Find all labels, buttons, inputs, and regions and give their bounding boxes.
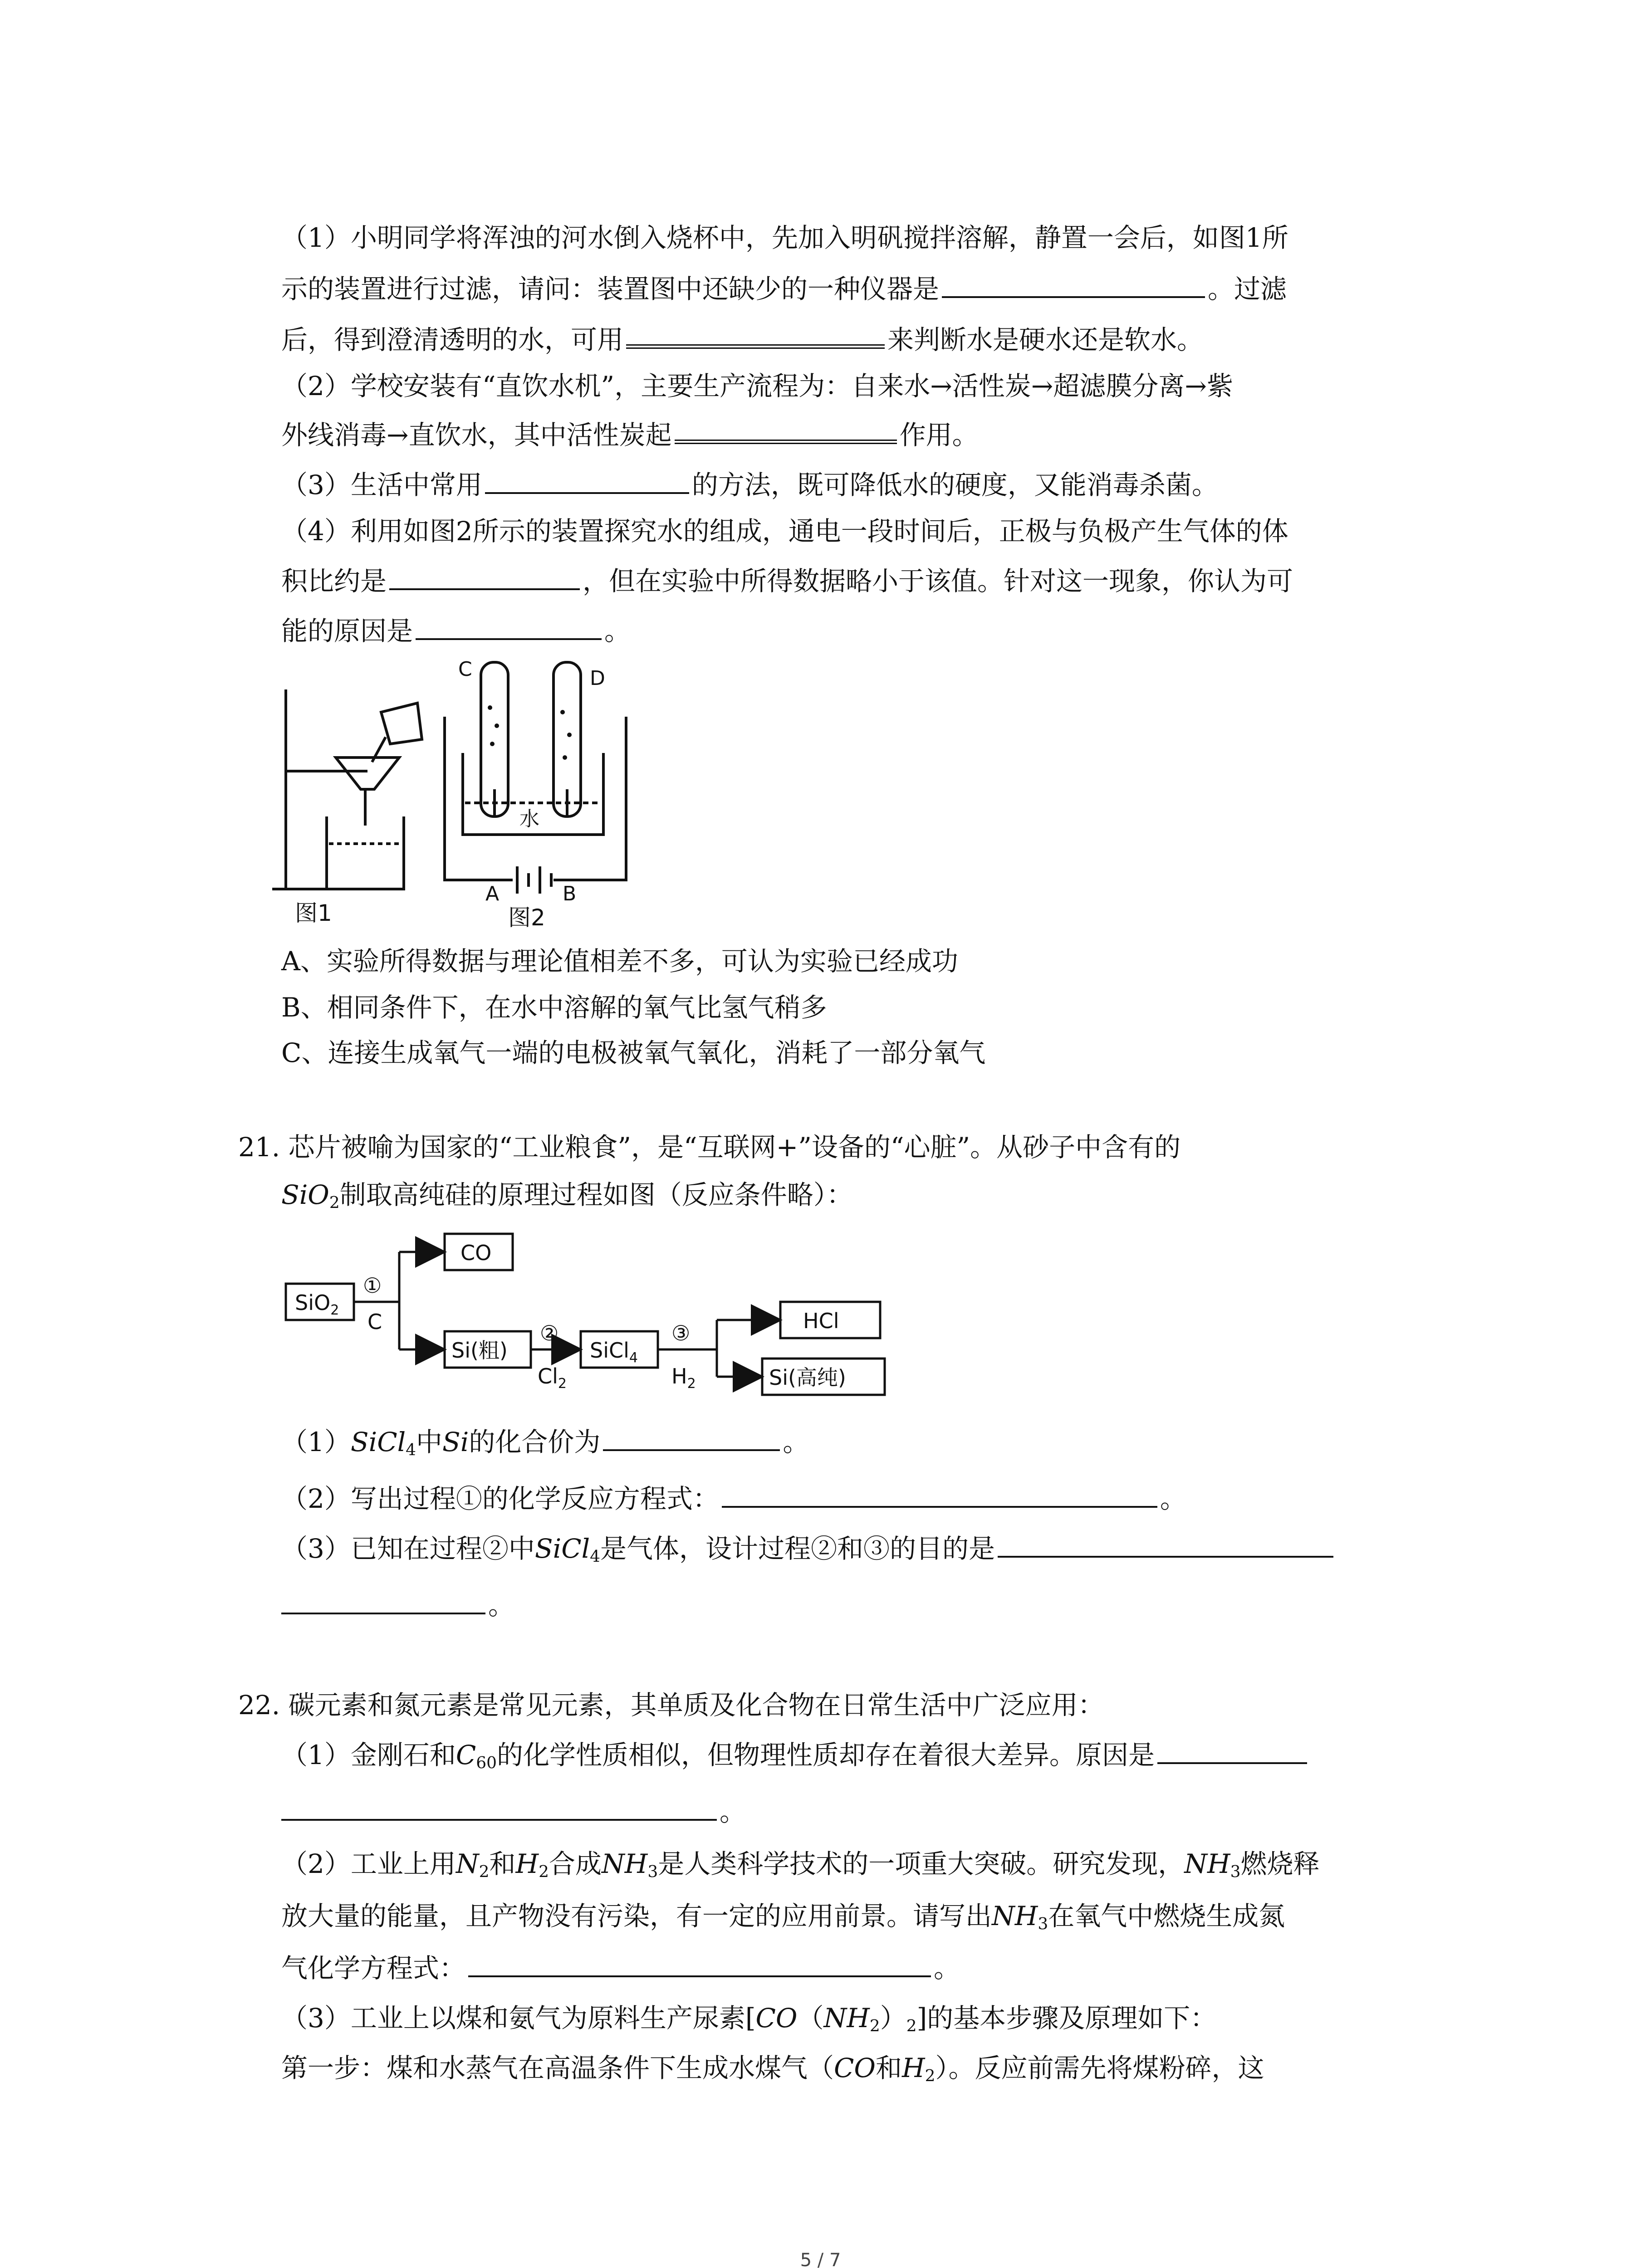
q20-option-b: B、相同条件下，在水中溶解的氧气比氢气稍多: [281, 992, 827, 1023]
text: ，但在实验中所得数据略小于该值。针对这一现象，你认为可: [583, 566, 1293, 596]
subscript: 3: [647, 1862, 658, 1881]
figure2-label-water: 水: [519, 807, 539, 831]
q20-part4-line2: [281, 568, 1293, 594]
text: （3）已知在过程②中: [281, 1533, 535, 1564]
q21-flow-diagram: [281, 1225, 916, 1415]
step2-label: ②: [540, 1321, 559, 1345]
formula: SiCl: [534, 1533, 590, 1564]
q22-sub3: [281, 2005, 1216, 2034]
text: ]的基本步骤及原理如下：: [916, 2003, 1217, 2033]
subscript: 2: [906, 2016, 917, 2035]
figure2-label-d: D: [590, 667, 605, 690]
text: 。: [488, 1590, 515, 1621]
q22-stem: 22. 碳元素和氮元素是常见元素，其单质及化合物在日常生活中广泛应用：: [238, 1690, 1104, 1721]
text: 放大量的能量，且产物没有污染，有一定的应用前景。请写出: [281, 1901, 992, 1931]
q22-sub2-line2: [281, 1903, 1285, 1932]
q20-part3: [281, 469, 1218, 500]
formula: CO: [834, 2053, 876, 2083]
step3-label: ③: [671, 1321, 691, 1345]
text: 和: [489, 1848, 516, 1879]
sio2-sub: 2: [330, 1302, 339, 1318]
subscript: 2: [925, 2066, 936, 2085]
step1-label: ①: [363, 1273, 382, 1298]
text: 的化学性质相似，但物理性质却存在着很大差异。原因是: [497, 1740, 1155, 1770]
formula: NH: [992, 1901, 1038, 1931]
sicl4-text: SiCl: [590, 1338, 629, 1363]
figure2-electrolysis: [445, 662, 626, 894]
answer-blank[interactable]: [626, 344, 885, 349]
subscript: 3: [1038, 1914, 1048, 1933]
q22-sub2-line3: [281, 1953, 960, 1984]
q21-sub2: [281, 1483, 1186, 1514]
formula: C: [456, 1740, 476, 1770]
text: （3）生活中常用: [281, 469, 482, 500]
q21-sub1: [281, 1429, 809, 1458]
text: 来判断水是硬水还是软水。: [887, 324, 1204, 355]
formula: NH: [1184, 1848, 1230, 1879]
answer-blank[interactable]: [416, 638, 602, 640]
svg-text:SiCl4: [590, 1338, 638, 1366]
figure2-label-b: B: [563, 882, 577, 905]
q20-part1-line3: [281, 324, 1204, 355]
text: 的方法，既可降低水的硬度，又能消毒杀菌。: [691, 469, 1218, 500]
q20-option-c: C、连接生成氧气一端的电极被氧气氧化，消耗了一部分氧气: [281, 1037, 986, 1068]
subscript: 3: [1230, 1862, 1241, 1881]
text: 中: [416, 1427, 443, 1457]
formula: CO: [755, 2003, 798, 2033]
text: ）。反应前需先将煤粉碎，这: [935, 2053, 1264, 2083]
subscript: 4: [406, 1440, 416, 1459]
answer-blank[interactable]: [1157, 1762, 1307, 1764]
q21-sub3: [281, 1535, 1336, 1565]
svg-text:H2: [671, 1364, 696, 1392]
text: 是气体，设计过程②和③的目的是: [600, 1533, 995, 1564]
subscript: 2: [479, 1862, 490, 1881]
text: 气化学方程式：: [281, 1953, 466, 1984]
q22-sub1: [281, 1742, 1310, 1771]
text: 。: [604, 616, 631, 646]
text: 和: [875, 2053, 902, 2083]
svg-text:Cl2: [538, 1364, 567, 1392]
answer-blank[interactable]: [485, 492, 689, 494]
si-pure-text: Si(高纯): [769, 1365, 846, 1390]
text: 在氧气中燃烧生成氮: [1048, 1901, 1285, 1931]
q21-stem-line1: 21. 芯片被喻为国家的“工业粮食”，是“互联网+”设备的“心脏”。从砂子中含有的: [238, 1132, 1181, 1163]
text: 示的装置进行过滤，请问：装置图中还缺少的一种仪器是: [281, 274, 940, 304]
text: 。: [934, 1953, 960, 1984]
q21-stem-line2: [281, 1179, 853, 1212]
text: 作用。: [899, 420, 979, 450]
figure1-label: 图1: [295, 900, 332, 926]
q22-step1: [281, 2055, 1264, 2084]
formula: N: [456, 1848, 479, 1879]
q20-option-a: A、实验所得数据与理论值相差不多，可认为实验已经成功: [281, 946, 958, 977]
text: 。: [1160, 1483, 1186, 1514]
answer-blank[interactable]: [281, 1612, 485, 1614]
answer-blank[interactable]: [468, 1975, 931, 1977]
figure1-filtration: [272, 689, 422, 889]
q20-part2-line1: （2）学校安装有“直饮水机”，主要生产流程为：自来水→活性炭→超滤膜分离→紫: [281, 371, 1233, 401]
text: 燃烧释: [1240, 1848, 1320, 1879]
q20-part4-line3: [281, 618, 631, 644]
step2-reagent: Cl: [538, 1364, 558, 1388]
text: 。过滤: [1208, 274, 1287, 304]
text: 外线消毒→直饮水，其中活性炭起: [281, 420, 672, 450]
text: 。: [720, 1796, 746, 1827]
answer-blank[interactable]: [942, 296, 1205, 298]
answer-blank[interactable]: [281, 1818, 717, 1821]
text: （2）写出过程①的化学反应方程式：: [281, 1483, 719, 1514]
svg-text:SiO2: [295, 1290, 339, 1318]
answer-blank[interactable]: [998, 1555, 1333, 1558]
text: （3）工业上以煤和氨气为原料生产尿素[: [281, 2003, 756, 2033]
subscript: 4: [590, 1547, 600, 1566]
text: 的化合价为: [469, 1427, 601, 1457]
q21-sub3-continued: [281, 1590, 515, 1621]
figure2-label: 图2: [508, 904, 545, 931]
step3-reagent-sub: 2: [687, 1376, 696, 1392]
co-text: CO: [460, 1241, 492, 1265]
text: （: [797, 2003, 824, 2033]
sio2-text: SiO: [295, 1290, 331, 1315]
q20-part2-line2: [281, 422, 979, 448]
text: 制取高纯硅的原理过程如图（反应条件略）：: [339, 1179, 853, 1210]
formula: Si: [281, 1179, 308, 1210]
sicl4-sub: 4: [629, 1350, 638, 1366]
step1-reagent: C: [367, 1310, 382, 1334]
step3-reagent: H: [671, 1364, 687, 1388]
figure2-label-a: A: [485, 882, 500, 905]
text: 。: [783, 1427, 809, 1457]
formula: Si: [442, 1427, 469, 1457]
formula: H: [515, 1848, 539, 1879]
formula: O: [308, 1179, 329, 1210]
text: 积比约是: [281, 566, 387, 596]
formula: NH: [823, 2003, 870, 2033]
q22-sub2-line1: [281, 1848, 1320, 1881]
text: 能的原因是: [281, 616, 413, 646]
q20-part1-line2: [281, 276, 1287, 302]
text: 合成: [549, 1848, 602, 1879]
text: 是人类科学技术的一项重大突破。研究发现，: [658, 1848, 1185, 1879]
text: （2）工业上用: [281, 1848, 456, 1879]
figure2-bubbles: [488, 705, 572, 760]
figure2-label-c: C: [458, 658, 472, 681]
q22-sub1-continued: [281, 1796, 746, 1827]
answer-blank[interactable]: [603, 1449, 780, 1451]
hcl-text: HCl: [803, 1309, 839, 1333]
answer-blank[interactable]: [722, 1505, 1157, 1508]
text: （1）金刚石和: [281, 1740, 456, 1770]
answer-blank[interactable]: [675, 439, 897, 444]
q20-figures: [272, 653, 726, 943]
step2-reagent-sub: 2: [558, 1376, 567, 1392]
text: 后，得到澄清透明的水，可用: [281, 324, 624, 355]
formula: H: [901, 2053, 925, 2083]
q20-part1-line1: （1）小明同学将浑浊的河水倒入烧杯中，先加入明矾搅拌溶解，静置一会后，如图1所: [281, 222, 1288, 253]
text: ）: [880, 2003, 906, 2033]
formula: NH: [602, 1848, 648, 1879]
answer-blank[interactable]: [389, 588, 580, 590]
text: （1）: [281, 1427, 351, 1457]
subscript: 60: [476, 1753, 497, 1772]
subscript: 2: [329, 1193, 340, 1212]
formula: SiCl: [350, 1427, 406, 1457]
q20-part4-line1: （4）利用如图2所示的装置探究水的组成，通电一段时间后，正极与负极产生气体的体: [281, 516, 1288, 547]
si-crude-text: Si(粗): [451, 1338, 508, 1363]
page-number: 5 / 7: [800, 2250, 841, 2268]
subscript: 2: [869, 2016, 880, 2035]
text: 第一步：煤和水蒸气在高温条件下生成水煤气（: [281, 2053, 834, 2083]
subscript: 2: [539, 1862, 549, 1881]
